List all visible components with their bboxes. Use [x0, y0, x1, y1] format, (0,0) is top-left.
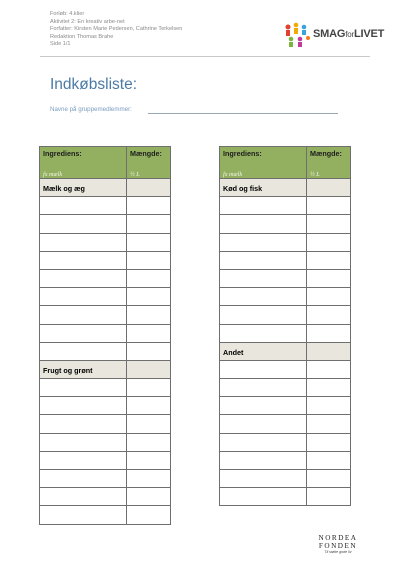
ingredient-cell[interactable]: [40, 506, 127, 524]
table-row: [40, 197, 171, 215]
ingredient-cell[interactable]: [40, 251, 127, 269]
fonden-line: FONDEN: [318, 542, 358, 550]
amount-cell[interactable]: [127, 415, 171, 433]
table-row: [40, 488, 171, 506]
document-meta: [50, 11, 182, 49]
table-row: [220, 215, 351, 233]
ingredient-header-cell: [220, 147, 307, 179]
amount-cell[interactable]: [127, 288, 171, 306]
logo-wordmark: SMAGforLIVET: [313, 28, 385, 40]
amount-cell[interactable]: [127, 324, 171, 342]
amount-cell[interactable]: [307, 251, 351, 269]
amount-cell[interactable]: [127, 488, 171, 506]
ingredient-cell[interactable]: [40, 433, 127, 451]
table-row: [220, 288, 351, 306]
ingredient-header: Ingrediens:: [223, 149, 262, 158]
amount-header: Mængde:: [130, 149, 162, 158]
ingredient-cell[interactable]: [220, 251, 307, 269]
table-row: [40, 288, 171, 306]
amount-cell[interactable]: [127, 215, 171, 233]
table-row: [220, 397, 351, 415]
amount-cell[interactable]: [127, 251, 171, 269]
table-row: [220, 269, 351, 287]
ingredient-cell[interactable]: [220, 215, 307, 233]
ingredient-cell[interactable]: [220, 197, 307, 215]
example-amount: ½ L: [310, 171, 320, 178]
table-row: [220, 470, 351, 488]
section-amount-cell: [127, 179, 171, 197]
table-row: [40, 233, 171, 251]
table-row: [220, 415, 351, 433]
ingredient-cell[interactable]: [40, 470, 127, 488]
table-row: [220, 197, 351, 215]
nordea-tagline: Til støtte gode liv: [324, 550, 352, 554]
ingredient-cell[interactable]: [220, 433, 307, 451]
ingredient-cell[interactable]: [40, 197, 127, 215]
ingredient-cell[interactable]: [40, 324, 127, 342]
section-row: [40, 179, 171, 197]
shopping-table-right-body: [220, 147, 351, 506]
table-row: [40, 251, 171, 269]
ingredient-cell[interactable]: [220, 269, 307, 287]
meta-course: Forløb: 4.klier: [50, 11, 85, 17]
table-row: [220, 379, 351, 397]
table-header-row: [220, 147, 351, 179]
amount-cell[interactable]: [127, 470, 171, 488]
table-row: [220, 360, 351, 378]
amount-cell[interactable]: [307, 306, 351, 324]
meta-page: Side 1/1: [50, 41, 71, 48]
table-row: [220, 251, 351, 269]
ingredient-cell[interactable]: [40, 288, 127, 306]
meta-authors: Forfatter: Kirsten Marie Pedersen, Cathrine Terkelsen: [50, 26, 183, 33]
group-names-field[interactable]: [148, 113, 338, 114]
ingredient-cell[interactable]: [220, 470, 307, 488]
example-ingredient: fx mælk: [223, 171, 243, 178]
table-header-row: [40, 147, 171, 179]
ingredient-cell[interactable]: [220, 324, 307, 342]
amount-cell[interactable]: [307, 288, 351, 306]
table-row: [40, 451, 171, 469]
amount-cell[interactable]: [307, 451, 351, 469]
ingredient-cell[interactable]: [40, 415, 127, 433]
table-row: [220, 488, 351, 506]
shopping-table-right: [219, 146, 351, 506]
ingredient-cell[interactable]: [220, 360, 307, 378]
amount-cell[interactable]: [127, 506, 171, 524]
section-label: Frugt og grønt: [40, 360, 127, 378]
nordea-fonden-logo: [312, 534, 364, 555]
nordea-line: NORDEA: [318, 534, 358, 542]
amount-cell[interactable]: [307, 324, 351, 342]
amount-cell[interactable]: [307, 488, 351, 506]
amount-cell[interactable]: [127, 379, 171, 397]
table-row: [220, 306, 351, 324]
section-row: [220, 179, 351, 197]
table-row: [40, 324, 171, 342]
ingredient-cell[interactable]: [220, 306, 307, 324]
section-amount-cell: [127, 360, 171, 378]
ingredient-header: Ingrediens:: [43, 149, 82, 158]
table-row: [40, 506, 171, 524]
ingredient-cell[interactable]: [220, 488, 307, 506]
ingredient-cell[interactable]: [220, 288, 307, 306]
section-amount-cell: [307, 179, 351, 197]
shopping-table-left-body: [40, 147, 171, 525]
table-row: [40, 397, 171, 415]
ingredient-cell[interactable]: [40, 379, 127, 397]
ingredient-cell[interactable]: [40, 342, 127, 360]
table-row: [40, 306, 171, 324]
amount-cell[interactable]: [307, 433, 351, 451]
page-title: Indkøbsliste:: [50, 76, 138, 93]
nordea-fonden-name: [312, 534, 364, 550]
smag-for-livet-logo: [282, 22, 385, 48]
amount-cell[interactable]: [307, 397, 351, 415]
amount-cell[interactable]: [307, 269, 351, 287]
ingredient-cell[interactable]: [40, 397, 127, 415]
section-row: [220, 342, 351, 360]
amount-cell[interactable]: [307, 360, 351, 378]
amount-cell[interactable]: [307, 197, 351, 215]
ingredient-cell[interactable]: [40, 233, 127, 251]
amount-cell[interactable]: [127, 397, 171, 415]
amount-header-cell: [127, 147, 171, 179]
meta-editor: Redaktion Thomas Brahe: [50, 33, 114, 40]
table-row: [40, 342, 171, 360]
ingredient-cell[interactable]: [40, 306, 127, 324]
ingredient-cell[interactable]: [40, 488, 127, 506]
amount-cell[interactable]: [127, 306, 171, 324]
amount-cell[interactable]: [307, 415, 351, 433]
ingredient-cell[interactable]: [220, 415, 307, 433]
amount-cell[interactable]: [127, 342, 171, 360]
table-row: [220, 324, 351, 342]
meta-activity: Aktivitet 2: En kreativ arbe-net: [50, 18, 125, 25]
section-label: Andet: [220, 342, 307, 360]
amount-cell[interactable]: [127, 451, 171, 469]
section-label: Kød og fisk: [220, 179, 307, 197]
table-row: [40, 415, 171, 433]
table-row: [220, 451, 351, 469]
example-amount: ½ L: [130, 171, 140, 178]
colorful-figures-icon: [282, 22, 312, 48]
table-row: [40, 269, 171, 287]
ingredient-cell[interactable]: [220, 379, 307, 397]
ingredient-cell[interactable]: [220, 233, 307, 251]
amount-cell[interactable]: [307, 215, 351, 233]
amount-header-cell: [307, 147, 351, 179]
ingredient-cell[interactable]: [40, 269, 127, 287]
section-row: [40, 360, 171, 378]
table-row: [40, 379, 171, 397]
amount-cell[interactable]: [307, 379, 351, 397]
example-ingredient: fx mælk: [43, 171, 63, 178]
ingredient-cell[interactable]: [220, 451, 307, 469]
table-row: [40, 433, 171, 451]
table-row: [40, 470, 171, 488]
amount-cell[interactable]: [307, 233, 351, 251]
section-label: Mælk og æg: [40, 179, 127, 197]
amount-cell[interactable]: [307, 470, 351, 488]
table-row: [40, 215, 171, 233]
table-row: [220, 433, 351, 451]
amount-header: Mængde:: [310, 149, 342, 158]
ingredient-header-cell: [40, 147, 127, 179]
amount-cell[interactable]: [127, 233, 171, 251]
amount-cell[interactable]: [127, 433, 171, 451]
group-names-label: Navne på gruppemedlemmer:: [50, 106, 132, 113]
ingredient-cell[interactable]: [220, 397, 307, 415]
amount-cell[interactable]: [127, 197, 171, 215]
amount-cell[interactable]: [127, 269, 171, 287]
ingredient-cell[interactable]: [40, 451, 127, 469]
ingredient-cell[interactable]: [40, 215, 127, 233]
section-amount-cell: [307, 342, 351, 360]
shopping-table-left: [39, 146, 171, 525]
table-row: [220, 233, 351, 251]
header-divider: [40, 56, 370, 57]
